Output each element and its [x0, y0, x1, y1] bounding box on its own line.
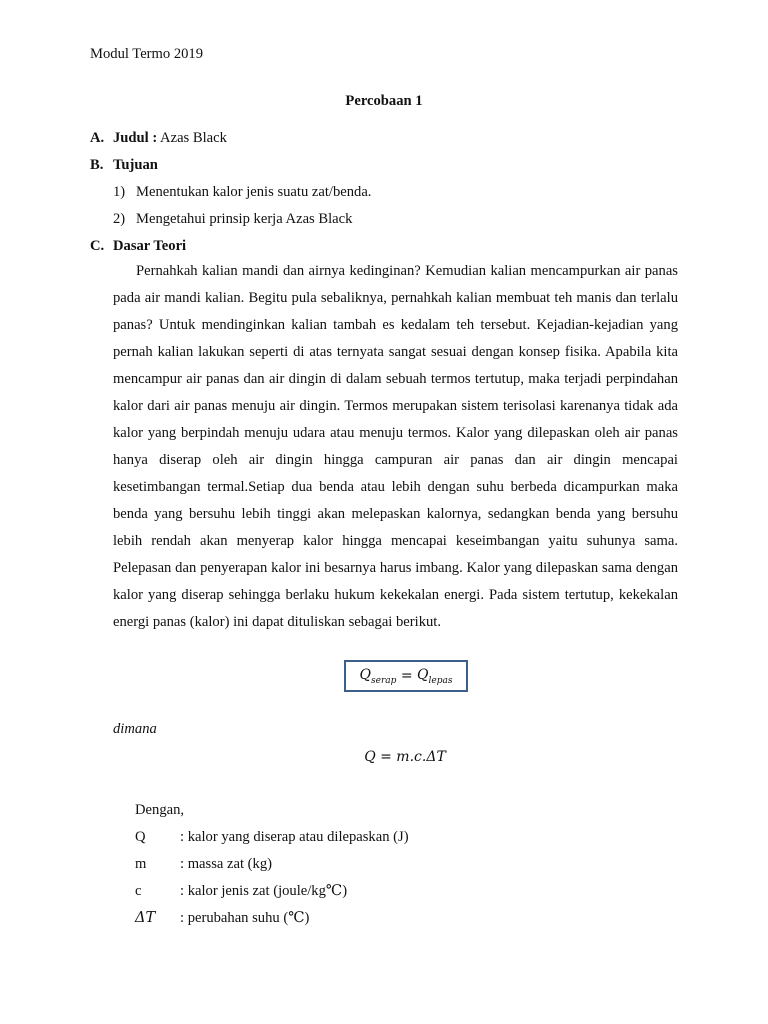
page-title: Percobaan 1	[345, 93, 423, 109]
section-c-heading: Dasar Teori	[113, 238, 187, 254]
section-b	[90, 157, 158, 174]
objective-number: 2)	[113, 211, 126, 227]
section-b-heading: Tujuan	[113, 157, 158, 173]
theory-paragraph: Pernahkah kalian mandi dan airnya kedinginan? Kemudian kalian mencampurkan air panas pada air mandi kalian. Begitu pula sebaliknya, pernahkah kalian membuat teh manis dan terlalu panas? Untuk mendinginkan kalian tambah es kedalam teh tersebut. Kejadian-kejadian yang pernah kalian lakukan seperti di atas ternyata sangat sesuai dengan konsep fisika. Apabila kita mencampur air panas dan air dingin di dalam sebuah termos tertutup, maka terjadi perpindahan kalor dari air panas menuju air dingin. Termos merupakan sistem terisolasi karenanya tidak ada kalor yang berpindah menuju udara atau menuju termos. Kalor yang dilepaskan oleh air panas hanya diserap oleh air dingin hingga campuran air panas dan air dingin mencapai kesetimbangan termal.Setiap dua benda atau lebih dengan suhu berbeda dicampurkan maka benda yang bersuhu lebih tinggi akan melepaskan kalornya, sedangkan benda yang bersuhu lebih rendah akan menyerap kalor hingga mencapai keseimbangan yaitu suhunya sama. Pelepasan dan penyerapan kalor ini besarnya harus imbang. Kalor yang dilepaskan sama dengan kalor yang diserap sehingga berlaku hukum kekekalan energi. Pada sistem tertutup, kekekalan energi panas (kalor) ini dapat dituliskan sebagai berikut.	[113, 263, 678, 630]
theory-paragraph-block	[113, 258, 678, 636]
variable-symbol: c	[135, 883, 142, 899]
variable-symbol: Q	[135, 829, 146, 845]
formula-lhs: $Q_{serap}$	[359, 666, 397, 686]
dengan-label: Dengan,	[135, 802, 185, 818]
section-c	[90, 238, 186, 255]
variable-row	[135, 829, 409, 846]
heat-formula: Q = m.c.ΔT	[364, 749, 446, 765]
formula-rhs: $Q_{lepas}$	[417, 666, 453, 686]
section-a	[90, 130, 227, 147]
dimana-label: dimana	[113, 721, 157, 737]
objective-text: Menentukan kalor jenis suatu zat/benda.	[136, 184, 372, 200]
variable-row	[135, 882, 347, 900]
formula-equals: =	[396, 668, 418, 684]
variable-symbol: ΔT	[135, 909, 156, 926]
variable-description: : perubahan suhu (℃)	[180, 910, 310, 926]
page-header: Modul Termo 2019	[90, 46, 204, 62]
objective-item	[113, 211, 352, 228]
objective-number: 1)	[113, 184, 126, 200]
objective-text: Mengetahui prinsip kerja Azas Black	[136, 211, 353, 227]
section-c-letter: C.	[90, 238, 105, 254]
section-b-letter: B.	[90, 157, 104, 173]
section-a-letter: A.	[90, 130, 105, 146]
variable-description: : kalor yang diserap atau dilepaskan (J)	[180, 829, 409, 845]
variable-row	[135, 909, 309, 927]
variable-description: : kalor jenis zat (joule/kg℃)	[180, 883, 348, 899]
formula-box	[344, 660, 468, 692]
objective-item	[113, 184, 371, 201]
variable-description: : massa zat (kg)	[180, 856, 272, 872]
section-a-heading: Judul :	[113, 130, 158, 146]
section-a-text: Azas Black	[157, 130, 227, 146]
variable-symbol: m	[135, 856, 147, 872]
variable-row	[135, 856, 272, 873]
